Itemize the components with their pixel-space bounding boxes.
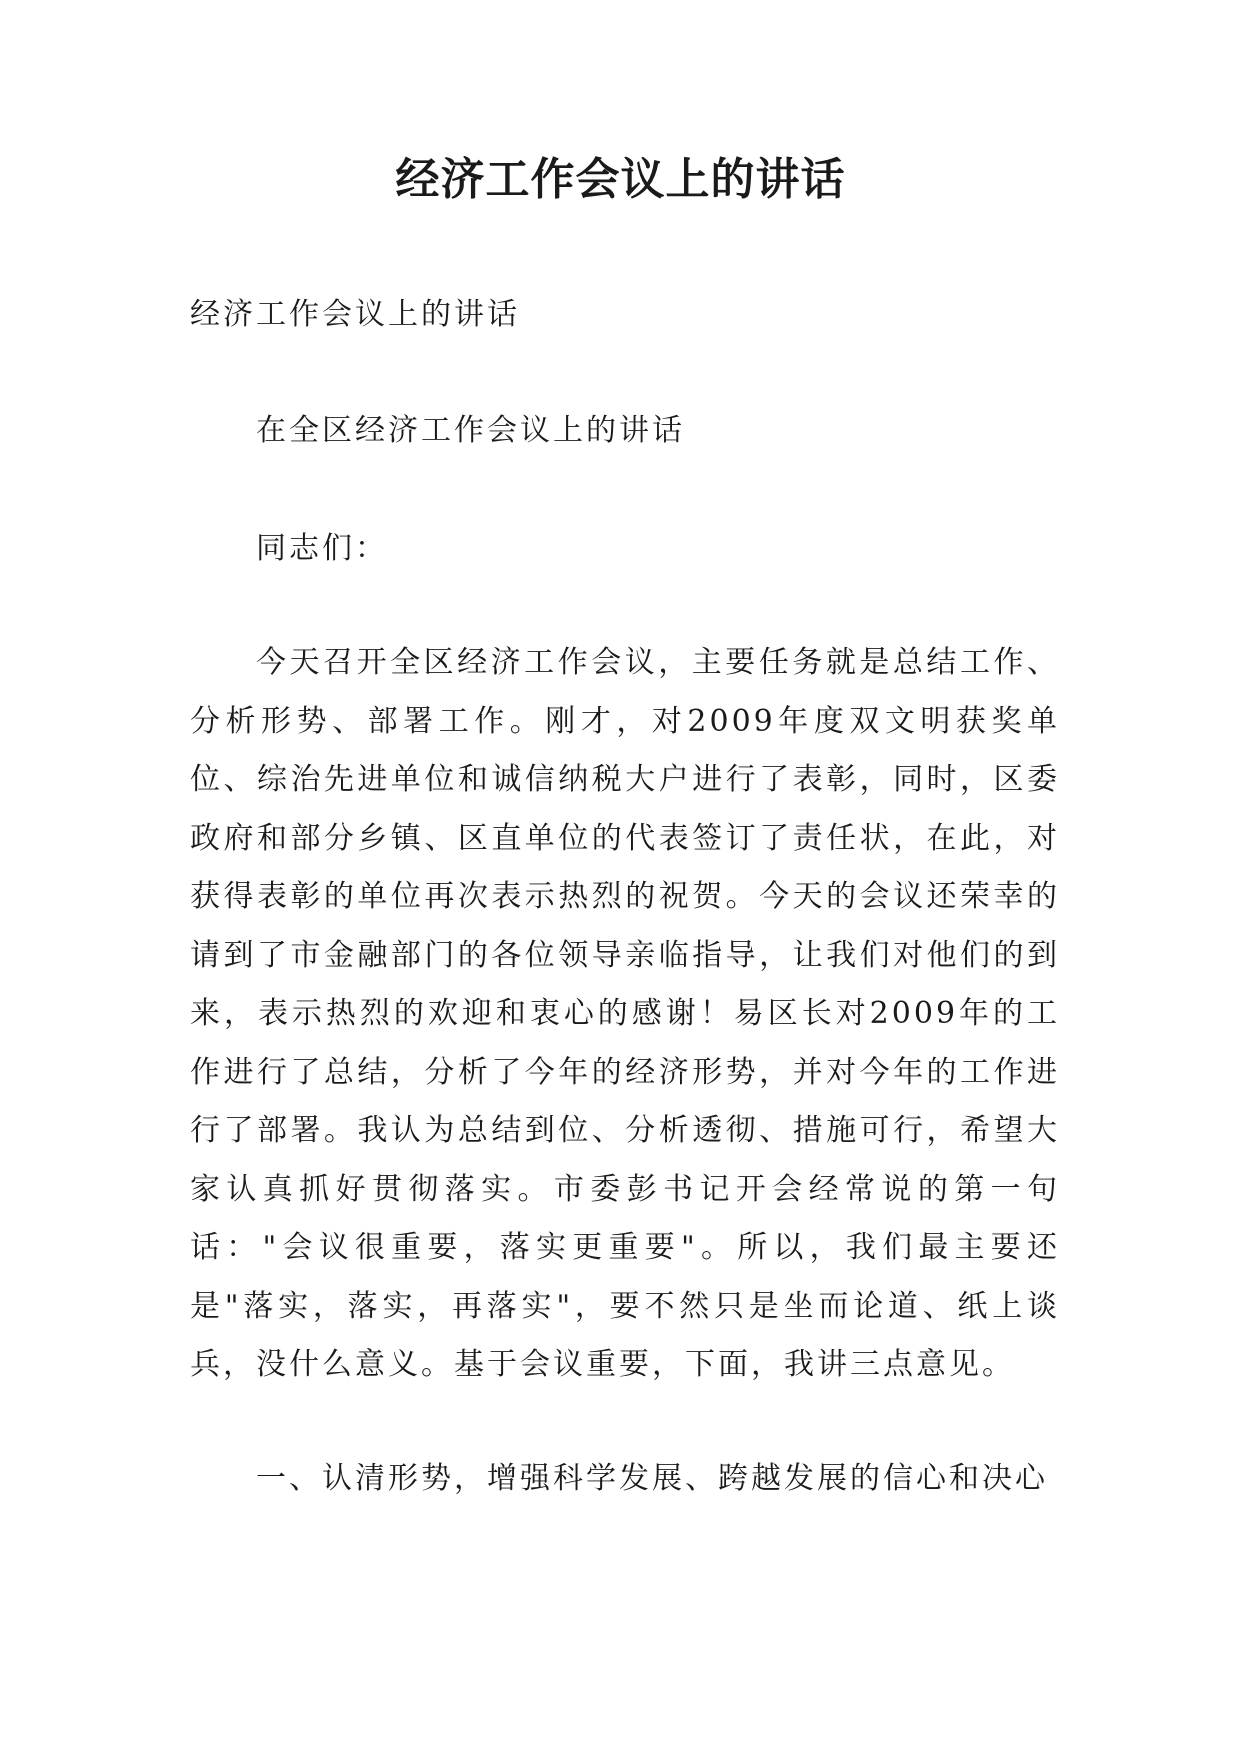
greeting: 同志们： <box>256 531 388 566</box>
document-title: 经济工作会议上的讲话 <box>395 154 846 205</box>
document-subtitle: 经济工作会议上的讲话 <box>190 297 520 332</box>
section-heading: 一、认清形势，增强科学发展、跨越发展的信心和决心 <box>256 1461 1048 1496</box>
body-paragraph: 今天召开全区经济工作会议，主要任务就是总结工作、分析形势、部署工作。刚才，对2009年度双文明获奖单位、综治先进单位和诚信纳税大户进行了表彰，同时，区委政府和部分乡镇、区直单位的代表签订了责任状，在此，对获得表彰的单位再次表示热烈的祝贺。今天的会议还荣幸的请到了市金融部门的各位领导亲临指导，让我们对他们的到来，表示热烈的欢迎和衷心的感谢！易区长对2009年的工作进行了总结，分析了今年的经济形势，并对今年的工作进行了部署。我认为总结到位、分析透彻、措施可行，希望大家认真抓好贯彻落实。市委彭书记开会经常说的第一句话："会议很重要，落实更重要"。所以，我们最主要还是"落实，落实，再落实"，要不然只是坐而论道、纸上谈兵，没什么意义。基于会议重要，下面，我讲三点意见。 <box>190 645 1060 1382</box>
speech-title: 在全区经济工作会议上的讲话 <box>256 413 685 448</box>
